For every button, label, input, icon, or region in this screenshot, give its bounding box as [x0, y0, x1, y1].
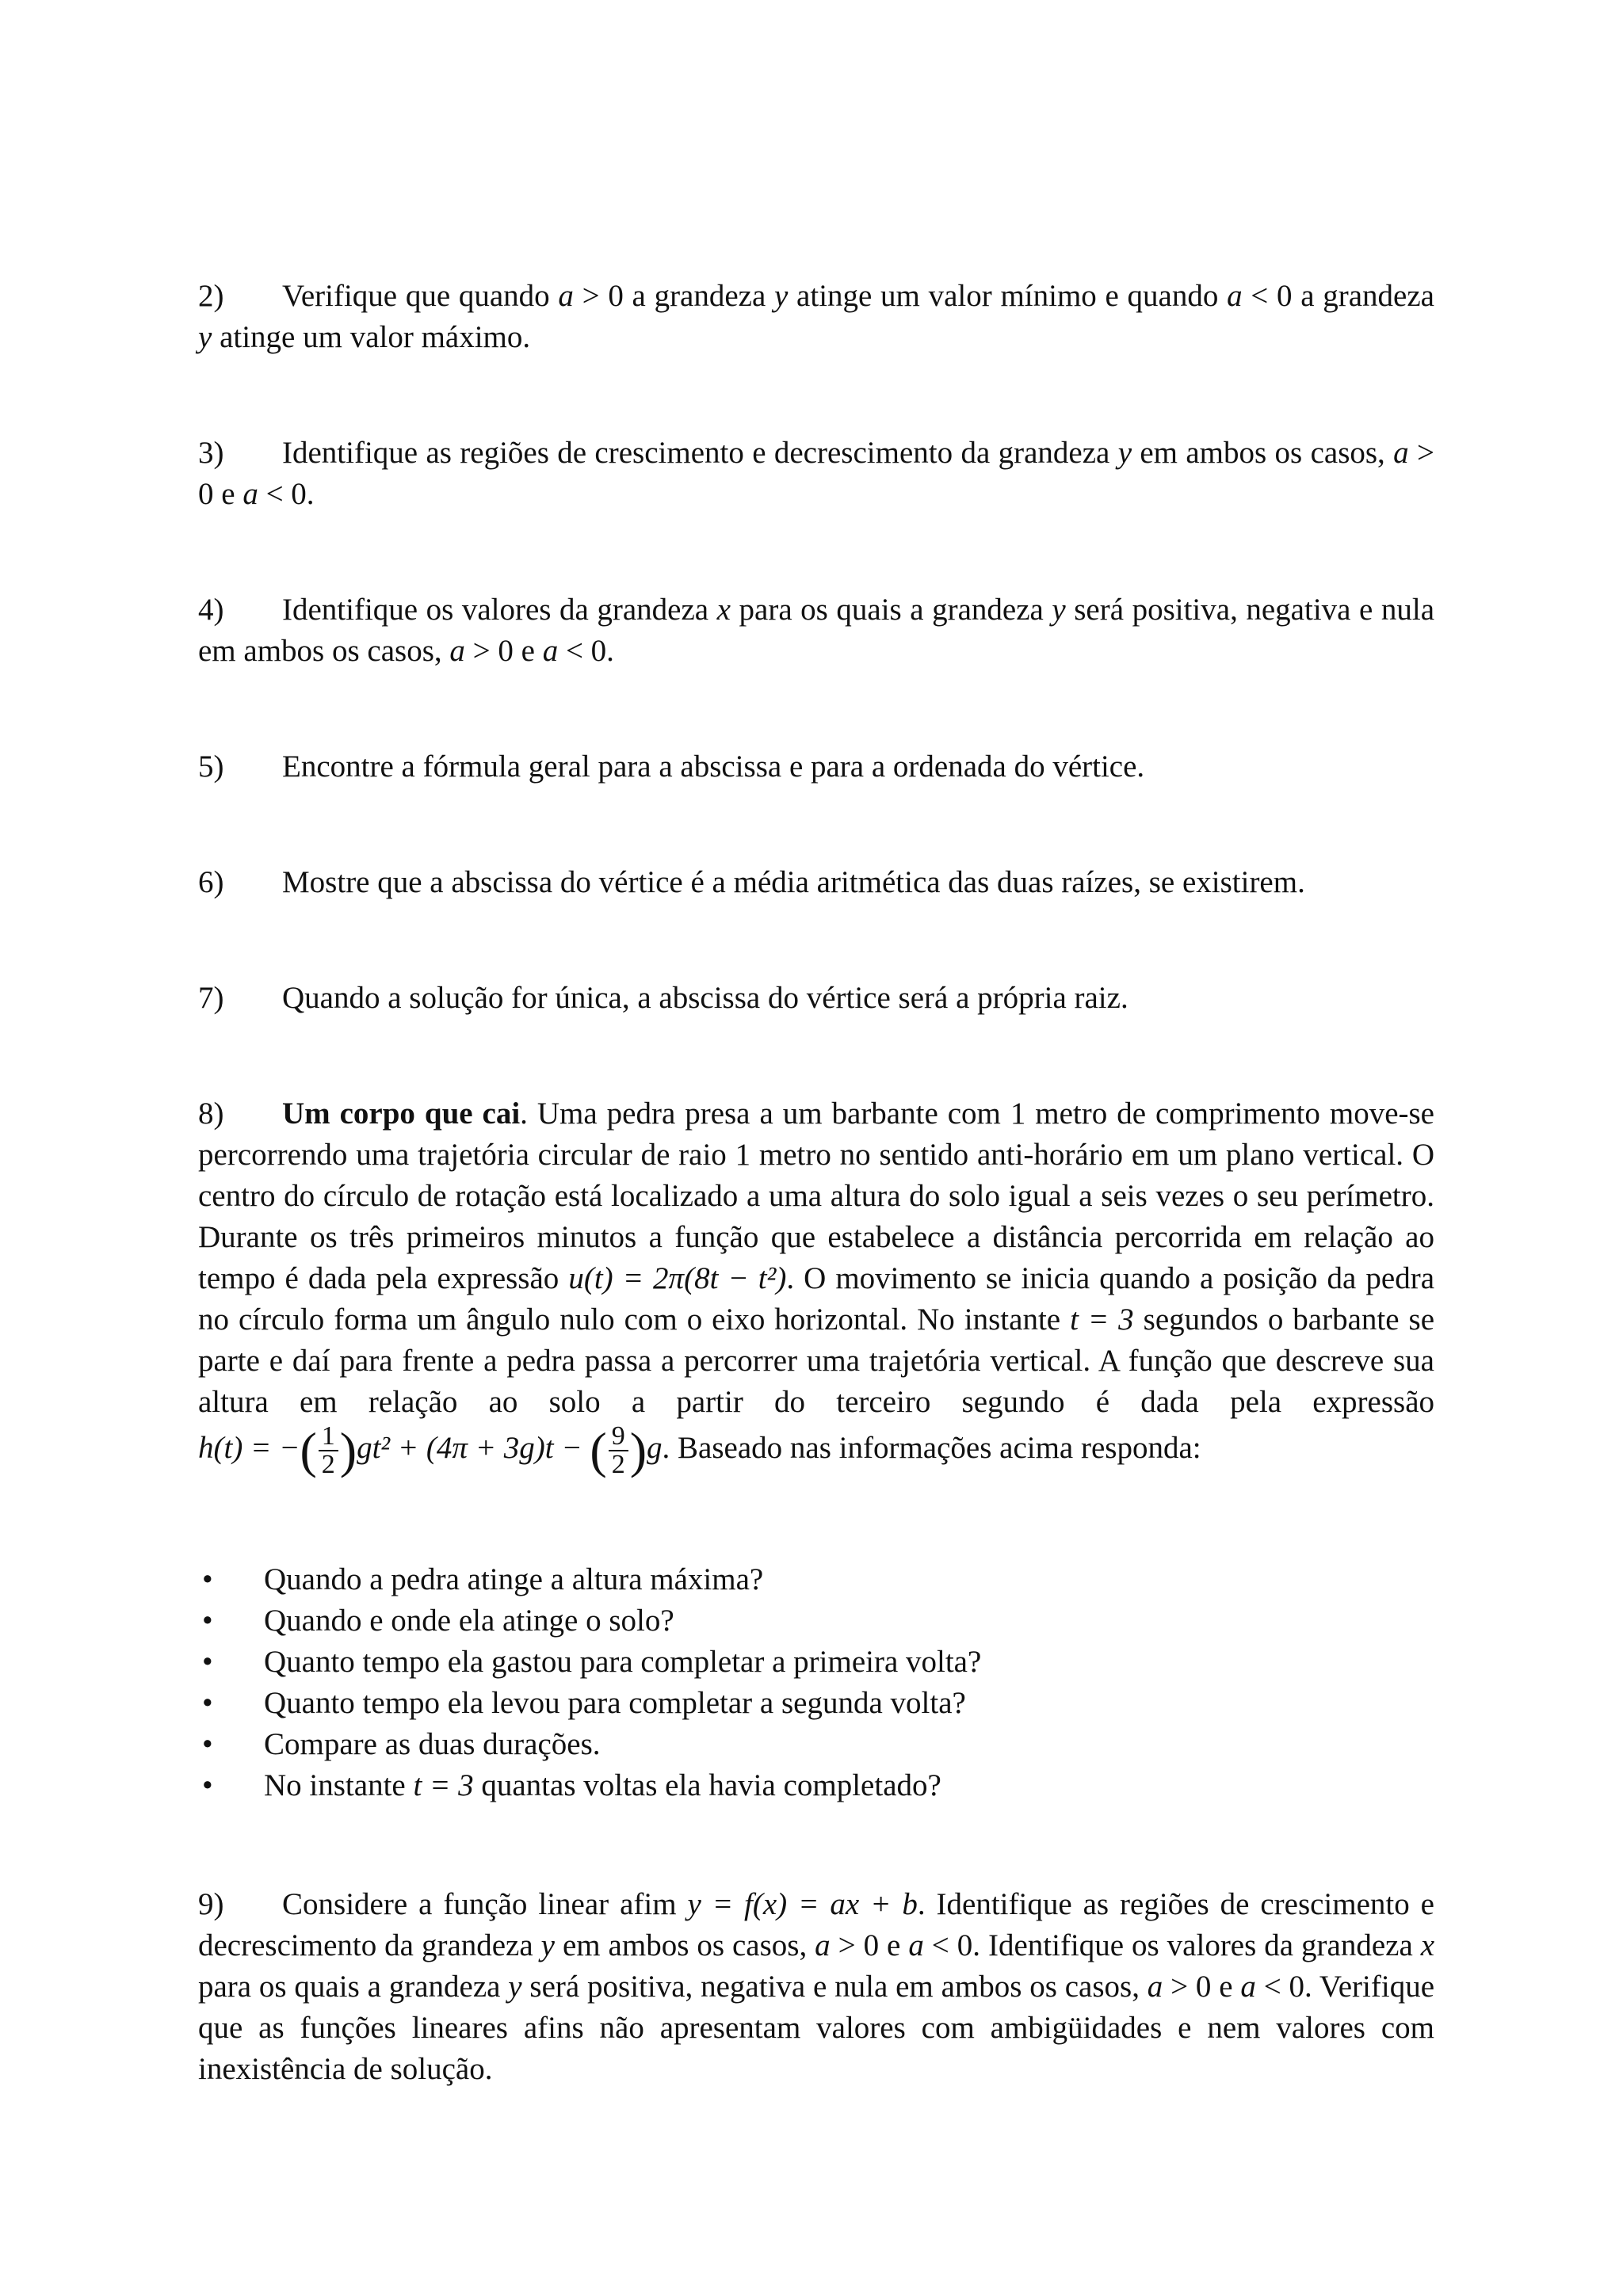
exercise-text: . Uma pedra presa a um barbante com 1 metro de comprimento move-se percorrendo uma trajetória circular de raio 1 metro no sentido anti-horário em um plano vertical. O centro do círculo de rotação está localizado a uma altura do solo igual a seis vezes o seu perímetro. Durante os três primeiros minutos a função que estabelece a distância percorrida em relação ao tempo é dada pela expressão — [198, 1097, 1434, 1295]
exercise-number: 4) — [198, 593, 224, 627]
exercise-text: . O movimento se inicia quando a posição da pedra no círculo forma um ângulo nulo com o eixo horizontal. No instante — [198, 1261, 1435, 1337]
math-expression: t = 3 — [413, 1768, 474, 1802]
math-var: a — [1393, 436, 1409, 470]
exercise-text: > 0 a grandeza — [573, 279, 766, 313]
exercise-text: . Baseado nas informações acima responda: — [662, 1430, 1201, 1465]
math-var: y — [540, 1928, 555, 1962]
math-expression: u(t) = 2π(8t − t²) — [568, 1261, 787, 1295]
exercise-text: em ambos os casos, — [1140, 436, 1385, 470]
fraction-denominator: 2 — [321, 1450, 335, 1479]
exercise-text: Identifique as regiões de crescimento e decrescimento da grandeza — [282, 436, 1110, 470]
list-item: • Quanto tempo ela gastou para completar a primeira volta? — [198, 1642, 1434, 1683]
exercise-number: 7) — [198, 981, 224, 1015]
list-item: • Quando e onde ela atinge o solo? — [198, 1600, 1434, 1642]
list-item: • Quanto tempo ela levou para completar a segunda volta? — [198, 1683, 1434, 1724]
exercise-text: > 0 e — [830, 1928, 901, 1962]
left-paren-glyph: ( — [300, 1422, 317, 1478]
exercise-number: 9) — [198, 1887, 224, 1921]
exercise-text: < 0 a grandeza — [1242, 279, 1434, 313]
exercise-text: em ambos os casos, — [562, 1928, 808, 1962]
fraction — [609, 1423, 628, 1478]
exercise-text: > 0 e — [464, 634, 535, 668]
exercise-text: > 0 e — [1163, 1970, 1233, 2004]
exercise-8 — [198, 1093, 1434, 1478]
exercise-text: Mostre que a abscissa do vértice é a média aritmética das duas raízes, se existirem. — [282, 865, 1305, 899]
exercise-number: 6) — [198, 865, 224, 899]
exercise-text: Encontre a fórmula geral para a abscissa e para a ordenada do vértice. — [282, 749, 1145, 784]
math-expression: gt² + (4π + 3g)t − — [357, 1430, 582, 1465]
math-var: a — [1147, 1970, 1163, 2004]
left-paren-glyph: ( — [590, 1422, 607, 1478]
exercise-text: < 0. — [258, 477, 315, 511]
exercise-title: Um corpo que cai — [282, 1097, 521, 1131]
exercise-number: 3) — [198, 436, 224, 470]
exercise-text: segundos o barbante se parte e daí para frente a pedra passa a percorrer uma trajetória vertical. A função que descreve sua altura em relação ao solo a partir do terceiro segundo é dada pela expressão — [198, 1302, 1435, 1419]
math-var: a — [815, 1928, 831, 1962]
exercise-text: será positiva, negativa e nula em ambos os casos, — [198, 593, 1435, 668]
exercise-number: 2) — [198, 279, 224, 313]
exercise-text: > 0 e — [198, 436, 1435, 511]
question-list — [198, 1559, 1434, 1806]
exercise-text: < 0. — [558, 634, 614, 668]
exercise-text: < 0. Identifique os valores da grandeza — [923, 1928, 1413, 1962]
exercise-text: atinge um valor mínimo e quando — [796, 279, 1219, 313]
exercise-2 — [198, 276, 1434, 358]
exercise-text: < 0. Verifique que as funções lineares afins não apresentam valores com ambigüidades e nem valores com inexistência de solução. — [198, 1970, 1435, 2086]
math-var: x — [716, 593, 731, 627]
list-item: • Compare as duas durações. — [198, 1724, 1434, 1765]
right-paren-glyph: ) — [339, 1422, 357, 1478]
math-var: y — [1052, 593, 1066, 627]
math-expression: y = f(x) = ax + b — [687, 1887, 918, 1921]
math-expression: g — [647, 1430, 663, 1465]
math-expression: t = 3 — [1070, 1302, 1134, 1337]
exercise-3 — [198, 433, 1434, 515]
exercise-text: será positiva, negativa e nula em ambos os casos, — [529, 1970, 1140, 2004]
math-var: a — [908, 1928, 924, 1962]
height-formula — [198, 1421, 663, 1479]
exercise-7 — [198, 978, 1434, 1019]
list-item: • Quando a pedra atinge a altura máxima? — [198, 1559, 1434, 1600]
math-var: y — [774, 279, 789, 313]
math-var: a — [242, 477, 258, 511]
exercise-9 — [198, 1884, 1434, 2090]
exercise-text: para os quais a grandeza — [198, 1970, 501, 2004]
exercise-text: Considere a função linear afim — [282, 1887, 677, 1921]
exercise-text: para os quais a grandeza — [739, 593, 1044, 627]
exercise-text: atinge um valor máximo. — [220, 320, 531, 354]
exercise-4 — [198, 589, 1434, 672]
fraction-denominator: 2 — [611, 1450, 625, 1479]
exercise-text: Identifique os valores da grandeza — [282, 593, 709, 627]
list-item — [198, 1765, 1434, 1806]
list-item-text: No instante — [264, 1768, 406, 1802]
math-var: y — [1117, 436, 1132, 470]
right-paren-glyph: ) — [629, 1422, 647, 1478]
fraction-numerator: 9 — [609, 1423, 628, 1451]
exercise-6 — [198, 862, 1434, 903]
exercise-number: 5) — [198, 749, 224, 784]
exercise-text: Quando a solução for única, a abscissa do vértice será a própria raiz. — [282, 981, 1128, 1015]
exercise-number: 8) — [198, 1097, 224, 1131]
math-var: x — [1420, 1928, 1435, 1962]
exercise-text: Verifique que quando — [282, 279, 550, 313]
fraction — [319, 1423, 338, 1478]
exercise-text: . Identifique as regiões de crescimento e decrescimento da grandeza — [198, 1887, 1434, 1962]
math-expression: h(t) = − — [198, 1430, 300, 1465]
math-var: y — [198, 320, 212, 354]
math-var: y — [508, 1970, 522, 2004]
math-var: a — [1240, 1970, 1256, 2004]
math-var: a — [449, 634, 465, 668]
math-var: a — [542, 634, 559, 668]
list-item-text: quantas voltas ela havia completado? — [481, 1768, 941, 1802]
fraction-numerator: 1 — [319, 1423, 338, 1451]
math-var: a — [558, 279, 574, 313]
exercise-5 — [198, 746, 1434, 788]
math-var: a — [1227, 279, 1243, 313]
